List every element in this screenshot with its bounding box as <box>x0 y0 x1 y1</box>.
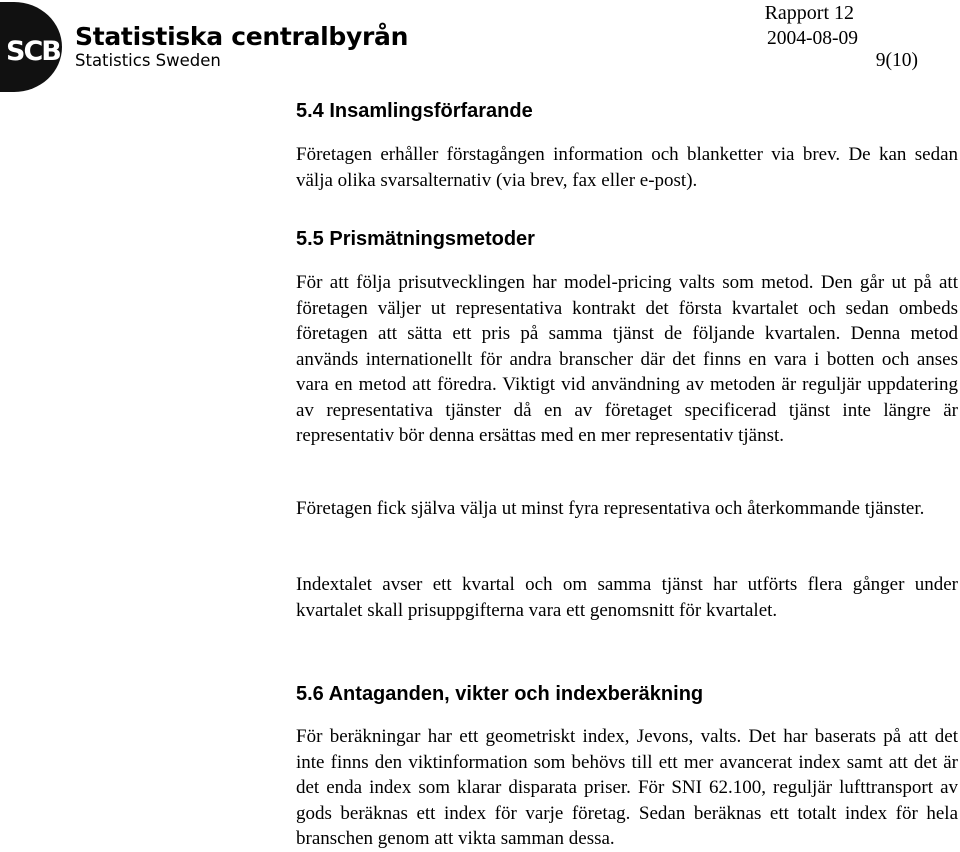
paragraph: Indextalet avser ett kvartal och om samma tjänst har utförts flera gånger under kvartalet skall prisuppgifterna vara ett genomsnitt för kvartalet. <box>296 574 958 621</box>
report-date: 2004-08-09 <box>767 28 858 49</box>
scb-logo <box>0 2 62 92</box>
section-heading-5-5: 5.5 Prismätningsmetoder <box>296 228 535 250</box>
org-name: Statistiska centralbyrån <box>75 22 409 51</box>
page-number: 9(10) <box>875 50 918 71</box>
report-title: Rapport 12 <box>764 2 854 24</box>
paragraph: För beräkningar har ett geometriskt index, Jevons, valts. Det har baserats på att det inte finns den viktinformation som behövs till ett mer avancerat index samt att det är det enda index som klarar disparata priser. För SNI 62.100, reguljär lufttransport av gods beräknas ett index för varje företag. Sedan beräknas ett totalt index för hela branschen genom att vikta samman dessa. <box>296 726 958 849</box>
paragraph: Företagen erhåller förstagången information och blanketter via brev. De kan sedan välja olika svarsalternativ (via brev, fax eller e-post). <box>296 144 958 191</box>
org-name-english: Statistics Sweden <box>75 51 221 70</box>
paragraph: För att följa prisutvecklingen har model-pricing valts som metod. Den går ut på att företagen väljer ut representativa kontrakt det första kvartalet och sedan ombeds företagen att sätta ett pris på samma tjänst de följande kvartalen. Denna metod används internationellt för andra branscher där det finns en vara i botten och anses vara en metod att föredra. Viktigt vid användning av metoden är reguljär uppdatering av representativa tjänster då en av företaget specificerad tjänst inte längre är representativ bör denna ersättas med en mer representativ tjänst. <box>296 272 958 446</box>
scb-logo-text: SCB <box>6 36 60 67</box>
section-heading-5-6: 5.6 Antaganden, vikter och indexberäkning <box>296 683 704 705</box>
section-heading-5-4: 5.4 Insamlingsförfarande <box>296 100 533 122</box>
paragraph: Företagen fick själva välja ut minst fyra representativa och återkommande tjänster. <box>296 498 925 519</box>
